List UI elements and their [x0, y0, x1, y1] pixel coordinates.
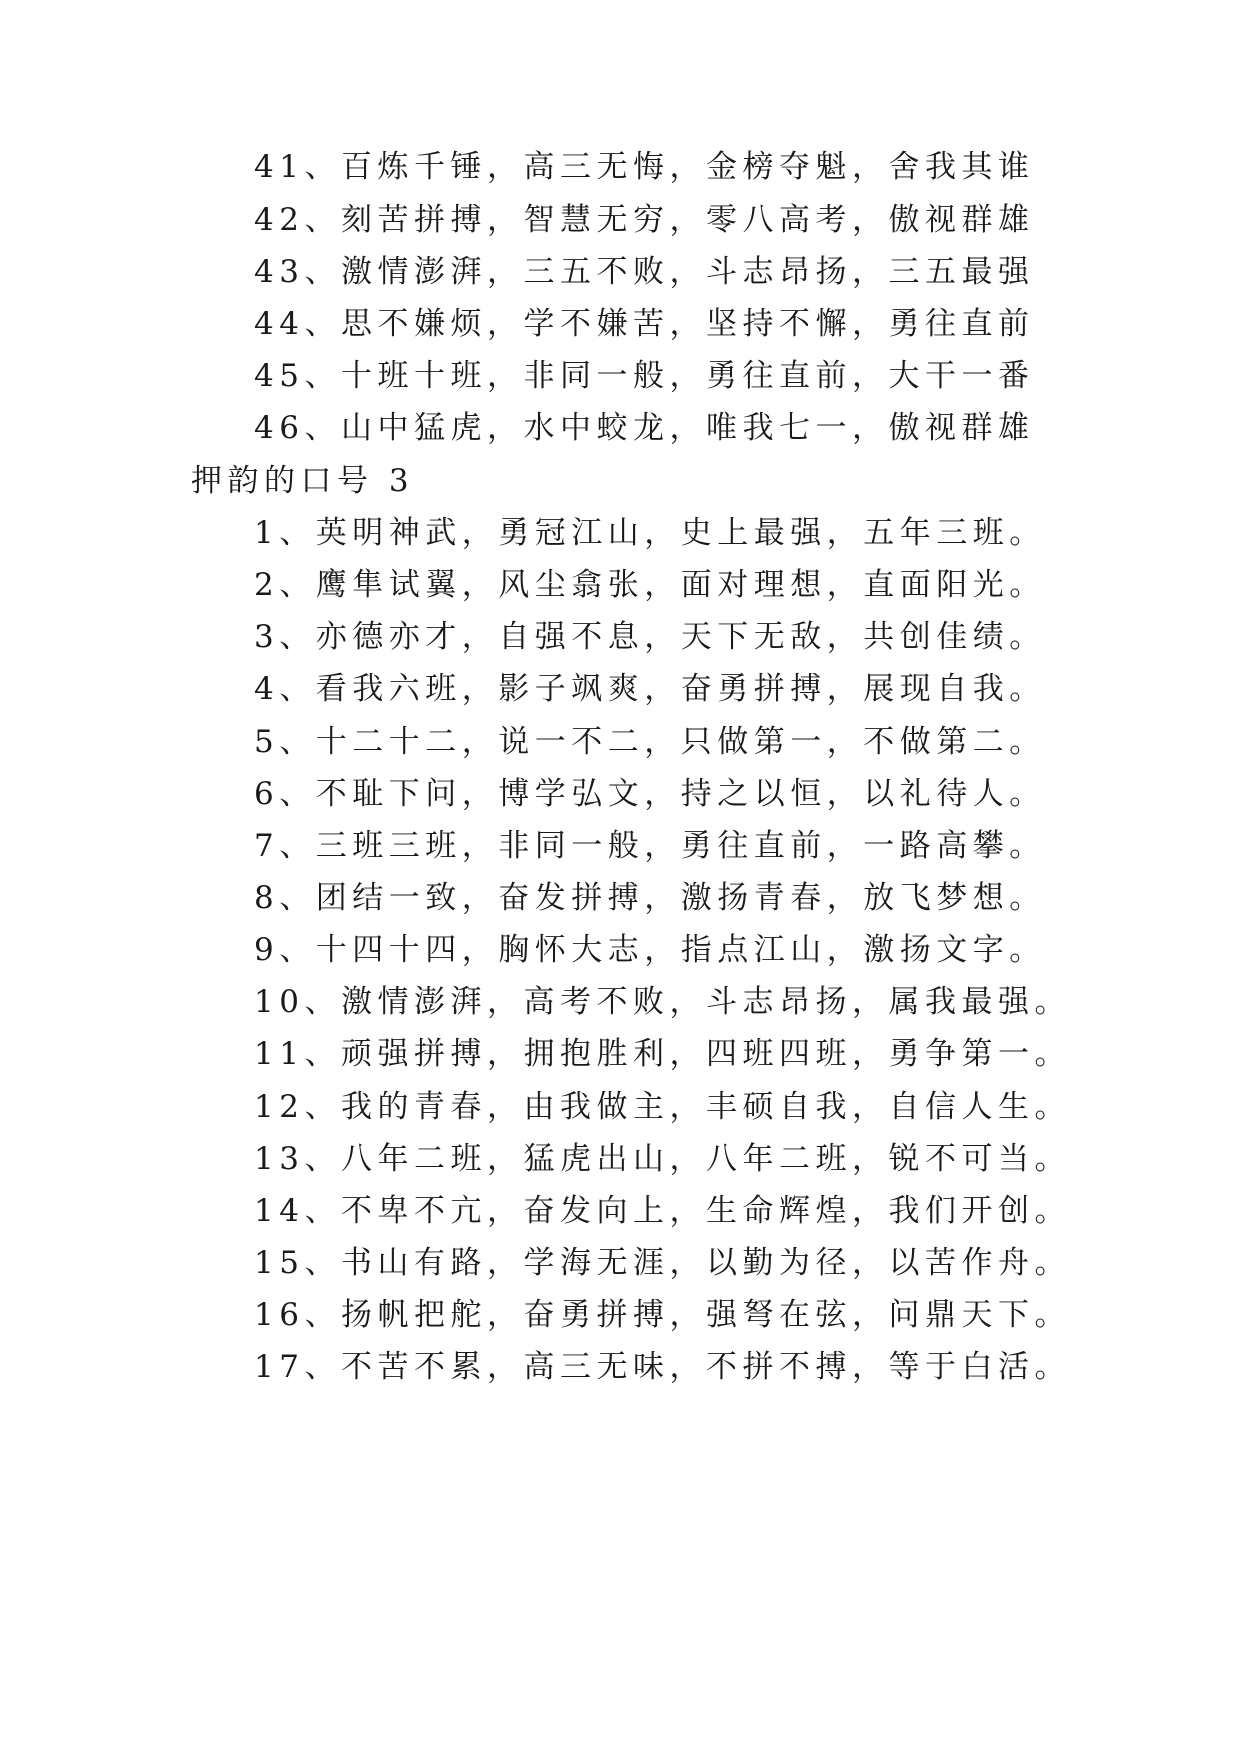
- list-item: 11、顽强拼搏，拥抱胜利，四班四班，勇争第一。: [254, 1036, 1071, 1072]
- list-item: 42、刻苦拼搏，智慧无穷，零八高考，傲视群雄: [254, 202, 1035, 238]
- list-item: 46、山中猛虎，水中蛟龙，唯我七一，傲视群雄: [254, 410, 1035, 446]
- list-item: 1、英明神武，勇冠江山，史上最强，五年三班。: [254, 515, 1046, 551]
- list-item: 5、十二十二，说一不二，只做第一，不做第二。: [254, 724, 1046, 760]
- list-item: 44、思不嫌烦，学不嫌苦，坚持不懈，勇往直前: [254, 306, 1035, 342]
- list-item: 45、十班十班，非同一般，勇往直前，大干一番: [254, 358, 1035, 394]
- list-item: 12、我的青春，由我做主，丰硕自我，自信人生。: [254, 1089, 1071, 1125]
- list-item: 43、激情澎湃，三五不败，斗志昂扬，三五最强: [254, 254, 1035, 290]
- list-item: 14、不卑不亢，奋发向上，生命辉煌，我们开创。: [254, 1193, 1071, 1229]
- list-item: 9、十四十四，胸怀大志，指点江山，激扬文字。: [254, 932, 1046, 968]
- list-item: 7、三班三班，非同一般，勇往直前，一路高攀。: [254, 828, 1046, 864]
- list-item: 6、不耻下问，博学弘文，持之以恒，以礼待人。: [254, 776, 1046, 812]
- list-item: 15、书山有路，学海无涯，以勤为径，以苦作舟。: [254, 1245, 1071, 1281]
- list-item: 41、百炼千锤，高三无悔，金榜夺魁，舍我其谁: [254, 149, 1035, 185]
- list-item: 16、扬帆把舵，奋勇拼搏，强弩在弦，问鼎天下。: [254, 1297, 1071, 1333]
- section-heading: 押韵的口号 3: [191, 463, 415, 499]
- list-item: 17、不苦不累，高三无味，不拼不搏，等于白活。: [254, 1349, 1071, 1385]
- list-item: 2、鹰隼试翼，风尘翕张，面对理想，直面阳光。: [254, 567, 1046, 603]
- list-item: 4、看我六班，影子飒爽，奋勇拼搏，展现自我。: [254, 671, 1046, 707]
- list-item: 10、激情澎湃，高考不败，斗志昂扬，属我最强。: [254, 984, 1071, 1020]
- list-item: 3、亦德亦才，自强不息，天下无敌，共创佳绩。: [254, 619, 1046, 655]
- list-item: 8、团结一致，奋发拼搏，激扬青春，放飞梦想。: [254, 880, 1046, 916]
- list-item: 13、八年二班，猛虎出山，八年二班，锐不可当。: [254, 1141, 1071, 1177]
